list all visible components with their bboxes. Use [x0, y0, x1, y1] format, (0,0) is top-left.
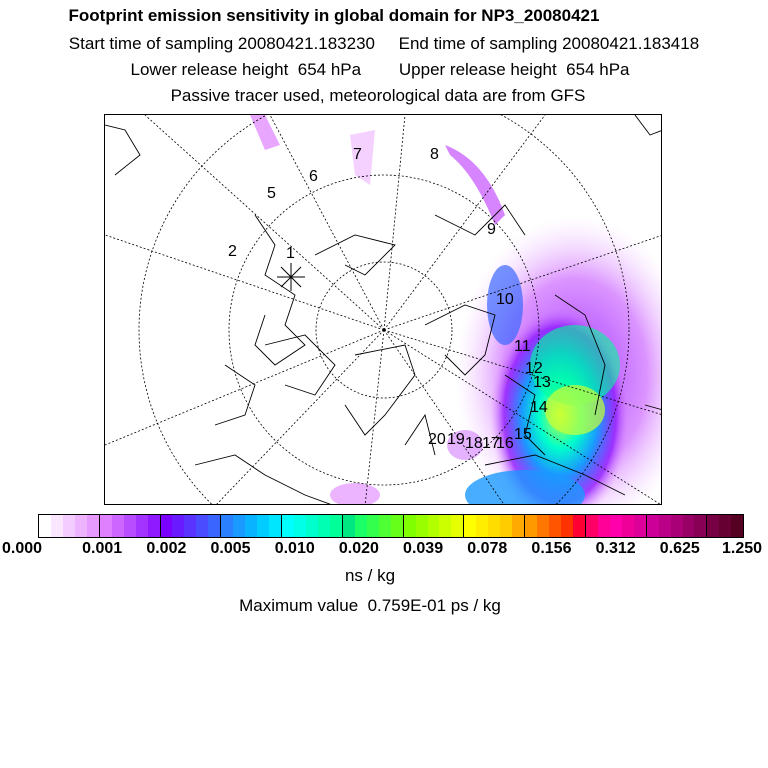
- colorbar-cell: [282, 515, 294, 537]
- colorbar-cell: [208, 515, 221, 537]
- colorbar-cell: [257, 515, 269, 537]
- colorbar-cell: [634, 515, 647, 537]
- colorbar-cell: [586, 515, 598, 537]
- colorbar-cell: [63, 515, 75, 537]
- colorbar-cell: [512, 515, 525, 537]
- colorbar-cell: [683, 515, 695, 537]
- colorbar-cell: [51, 515, 63, 537]
- track-label-17: 17: [482, 435, 500, 452]
- colorbar-cell: [355, 515, 367, 537]
- track-label-10: 10: [496, 291, 514, 308]
- colorbar-tick-label: 0.020: [338, 540, 379, 557]
- colorbar-cell: [343, 515, 355, 537]
- colorbar-cell: [100, 515, 112, 537]
- colorbar-cell: [659, 515, 671, 537]
- colorbar-cell: [233, 515, 245, 537]
- colorbar-cell: [367, 515, 379, 537]
- colorbar-cell: [391, 515, 404, 537]
- track-label-8: 8: [430, 146, 439, 163]
- colorbar-cell: [221, 515, 233, 537]
- track-label-1: 1: [286, 245, 295, 262]
- colorbar-cell: [464, 515, 476, 537]
- colorbar-cell: [184, 515, 196, 537]
- colorbar-cell: [694, 515, 707, 537]
- colorbar-cell: [598, 515, 610, 537]
- colorbar-tick-label: 0.625: [659, 540, 700, 557]
- colorbar-cell: [196, 515, 208, 537]
- colorbar-cell: [306, 515, 318, 537]
- colorbar-cell: [671, 515, 683, 537]
- colorbar-cell: [404, 515, 416, 537]
- polar-map: [105, 115, 662, 505]
- colorbar-cell: [269, 515, 282, 537]
- colorbar-tick-label: 1.250: [721, 540, 763, 557]
- colorbar-cell: [75, 515, 87, 537]
- colorbar-tick-label: 0.156: [531, 540, 572, 557]
- colorbar-cell: [136, 515, 148, 537]
- map-panel: [104, 114, 662, 505]
- colorbar-cell: [87, 515, 100, 537]
- colorbar-cell: [537, 515, 549, 537]
- track-label-12: 12: [525, 360, 543, 377]
- sampling-times: Start time of sampling 20080421.183230 End time of sampling 20080421.183418: [68, 34, 700, 53]
- colorbar-ticks: [0, 540, 768, 560]
- colorbar-tick-label: 0.010: [274, 540, 315, 557]
- colorbar-cell: [439, 515, 451, 537]
- track-label-16: 16: [496, 435, 514, 452]
- colorbar-cell: [245, 515, 257, 537]
- colorbar-cell: [451, 515, 464, 537]
- colorbar-cell: [647, 515, 659, 537]
- asterisk-icon: [277, 263, 305, 291]
- release-heights: Lower release height 654 hPa Upper release height 654 hPa: [130, 60, 630, 79]
- colorbar-tick-label: 0.078: [467, 540, 508, 557]
- colorbar-units: ns / kg: [344, 566, 396, 585]
- colorbar-tick-label: 0.000: [1, 540, 43, 557]
- colorbar-cell: [610, 515, 622, 537]
- colorbar-cell: [488, 515, 500, 537]
- colorbar-cell: [124, 515, 136, 537]
- track-label-19: 19: [447, 431, 465, 448]
- track-label-11: 11: [514, 338, 531, 355]
- track-label-14: 14: [530, 399, 548, 416]
- track-label-15: 15: [514, 426, 532, 443]
- colorbar-cell: [172, 515, 184, 537]
- colorbar-cell: [112, 515, 124, 537]
- track-label-18: 18: [465, 435, 483, 452]
- colorbar-tick-label: 0.039: [403, 540, 444, 557]
- track-label-20: 20: [428, 431, 446, 448]
- colorbar-cell: [707, 515, 719, 537]
- colorbar-cell: [294, 515, 306, 537]
- maximum-value: Maximum value 0.759E-01 ps / kg: [239, 596, 501, 615]
- colorbar-tick-label: 0.001: [82, 540, 123, 557]
- colorbar-cell: [622, 515, 634, 537]
- track-label-2: 2: [228, 243, 237, 260]
- tracer-info: Passive tracer used, meteorological data are from GFS: [170, 86, 586, 105]
- colorbar-cell: [330, 515, 343, 537]
- track-label-7: 7: [353, 146, 362, 163]
- colorbar-tick-label: 0.002: [146, 540, 187, 557]
- colorbar-cell: [428, 515, 440, 537]
- colorbar-cell: [379, 515, 391, 537]
- map-title: Footprint emission sensitivity in global domain for NP3_20080421: [68, 6, 600, 25]
- colorbar-cell: [416, 515, 428, 537]
- colorbar-cell: [525, 515, 537, 537]
- colorbar-cell: [573, 515, 586, 537]
- colorbar: [38, 514, 744, 538]
- track-label-9: 9: [487, 221, 496, 238]
- colorbar-cell: [500, 515, 512, 537]
- colorbar-cell: [476, 515, 488, 537]
- colorbar-cell: [561, 515, 573, 537]
- colorbar-tick-label: 0.005: [210, 540, 251, 557]
- colorbar-cell: [549, 515, 561, 537]
- colorbar-cell: [148, 515, 161, 537]
- track-label-5: 5: [267, 185, 276, 202]
- track-label-6: 6: [309, 168, 318, 185]
- colorbar-cell: [731, 515, 743, 537]
- colorbar-cell: [318, 515, 330, 537]
- colorbar-cell: [719, 515, 731, 537]
- colorbar-cell: [39, 515, 51, 537]
- track-label-13: 13: [533, 374, 551, 391]
- colorbar-cell: [161, 515, 173, 537]
- colorbar-tick-label: 0.312: [595, 540, 636, 557]
